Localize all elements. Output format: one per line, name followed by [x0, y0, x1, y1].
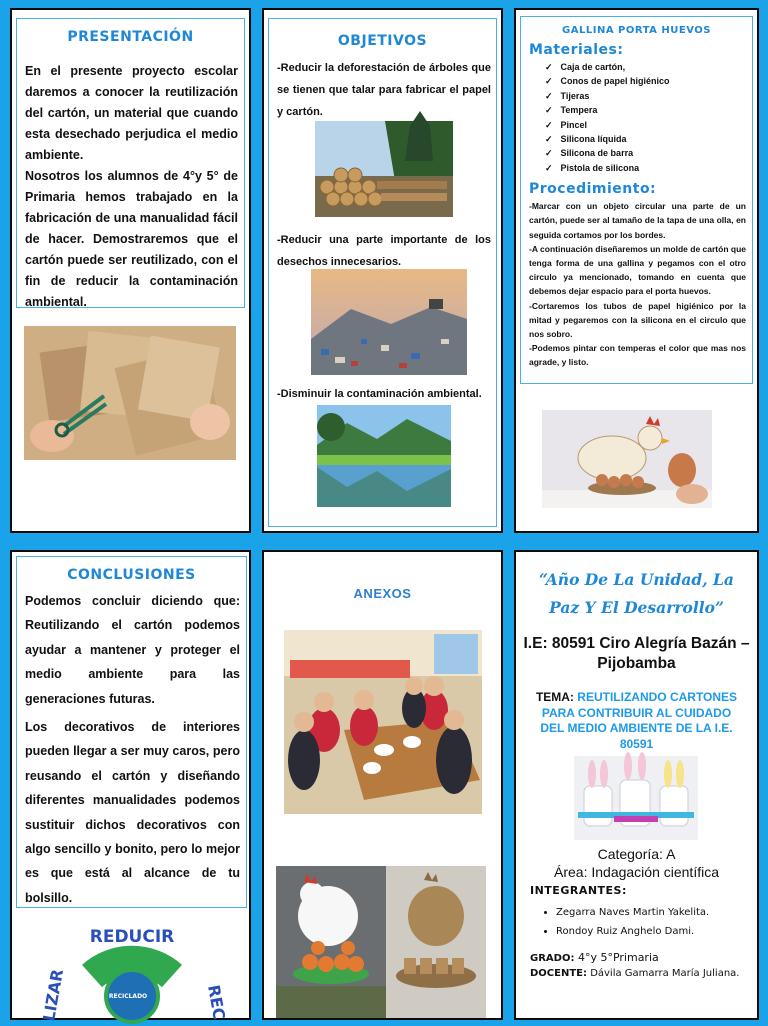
landscape-photo — [317, 405, 451, 507]
objetivos-frame — [268, 18, 497, 527]
material-item: ✓ Tempera — [545, 105, 598, 116]
conclusiones-paragraph-1: Podemos concluir diciendo que: Reutilizando el cartón podemos ayudar a mantener y proteger el medio ambiente para las generaciones futuras. — [25, 594, 240, 706]
material-item: ✓ Silicona de barra — [545, 148, 634, 159]
objetivo-1: -Reducir la deforestación de árboles que se tienen que talar para fabricar el papel y cartón. — [277, 62, 491, 118]
objetivo-2: -Reducir una parte importante de los desechos innecesarios. — [277, 234, 491, 268]
tema-label: TEMA: — [535, 690, 574, 704]
integrante-item: • Zegarra Naves Martin Yakelita. — [556, 903, 757, 922]
chicken-crafts-photo — [276, 866, 486, 1018]
school-name: I.E: 80591 Ciro Alegría Bazán – Pijobamba — [523, 635, 750, 672]
logo-center-text: RECICLADO — [108, 993, 148, 1000]
material-item: ✓ Pincel — [545, 119, 588, 130]
classroom-photo — [284, 630, 482, 814]
material-item: ✓ Pistola de silicona — [545, 162, 640, 173]
presentacion-title: PRESENTACIÓN — [67, 29, 194, 45]
materiales-list — [545, 60, 752, 175]
procedimiento-step-1: -Marcar con un objeto circular una parte de un cartón, puede ser al tamaño de la tapa de una olla, en seguida cortamos por los bordes. — [529, 201, 746, 240]
material-item: ✓ Caja de cartón, — [545, 62, 626, 72]
tema-text: REUTILIZANDO CARTONES PARA CONTRIBUIR AL CUIDADO DEL MEDIO AMBIENTE DE LA I.E. 80591 — [540, 690, 738, 751]
conclusiones-paragraph-2: Los decorativos de interiores pueden llegar a ser muy caros, pero reusando el cartón y diseñando diferentes manualidades podemos sustituir dichos decorativos con algo sencillo y bonito, pero lo mejor es que está al alcance de tu bolsillo. — [25, 720, 240, 905]
logo-word-left: LIZAR — [39, 967, 68, 1023]
objetivos-title: OBJETIVOS — [337, 33, 428, 49]
grado-label: GRADO: — [530, 953, 575, 965]
gallina-frame — [520, 16, 753, 384]
anexos-panel — [262, 550, 503, 1020]
grado-text: 4°y 5°Primaria — [577, 951, 659, 965]
conclusiones-title: CONCLUSIONES — [67, 567, 196, 583]
logo-word-top: REDUCIR — [89, 927, 175, 947]
deforestation-photo — [315, 121, 453, 217]
conclusiones-panel — [10, 550, 251, 1023]
gallina-title: GALLINA PORTA HUEVOS — [562, 25, 711, 36]
materiales-title: Materiales: — [529, 42, 624, 58]
integrantes-label: INTEGRANTES: — [530, 884, 627, 898]
cardboard-photo — [24, 326, 236, 460]
procedimiento-step-4: -Podemos pintar con temperas el color que mas nos agrade, y listo. — [529, 343, 746, 368]
chicken-craft-photo — [542, 410, 712, 508]
material-item: ✓ Silicona líquida — [545, 134, 627, 145]
area-text: Área: Indagación científica — [554, 864, 719, 881]
objetivos-panel — [262, 8, 503, 533]
procedimiento-step-3: -Cortaremos los tubos de papel higiénico por la mitad y pegaremos con la silicona en el circulo que nos sobro. — [529, 300, 746, 340]
presentacion-paragraph-1: En el presente proyecto escolar daremos a conocer la reutilización del cartón, un material que cuando esta desechado perjudica el medio ambiente. — [25, 64, 238, 162]
recycle-logo — [39, 916, 229, 1023]
portada-panel — [514, 550, 759, 1020]
presentacion-paragraph-2: Nosotros los alumnos de 4°y 5° de Primaria hemos trabajado en la fabricación de una manualidad fácil de hacer. Demostraremos que el cartón puede ser reutilizado, con el fin de reducir la contaminación ambiental. — [25, 169, 238, 309]
procedimiento-title: Procedimiento: — [529, 181, 657, 198]
docente-text: Dávila Gamarra María Juliana. — [590, 968, 740, 980]
material-item: ✓ Tijeras — [545, 90, 590, 101]
docente-label: DOCENTE: — [530, 968, 587, 980]
integrante-item: • Rondoy Ruiz Anghelo Dami. — [556, 922, 757, 941]
integrantes-list — [556, 903, 757, 941]
logo-word-right: REC — [204, 983, 229, 1022]
conclusiones-frame — [16, 556, 247, 908]
anexos-title: ANEXOS — [353, 586, 412, 601]
motto-text: “Año De La Unidad, La Paz Y El Desarrollo” — [539, 570, 734, 617]
presentacion-frame — [16, 18, 245, 308]
landfill-photo — [311, 269, 467, 375]
procedimiento-step-2: -A continuación diseñaremos un molde de cartón que tenga forma de una gallina y pegamos con el otro circulo ya mencionado, tomando en cuenta que debemos dejar espacio para el porta huevos. — [529, 243, 746, 297]
gallina-panel — [514, 8, 759, 533]
presentacion-panel — [10, 8, 251, 533]
bunny-craft-photo — [574, 756, 698, 840]
objetivo-3: -Disminuir la contaminación ambiental. — [277, 388, 482, 400]
material-item: ✓ Conos de papel higiénico — [545, 76, 670, 87]
categoria-text: Categoría: A — [597, 846, 676, 863]
